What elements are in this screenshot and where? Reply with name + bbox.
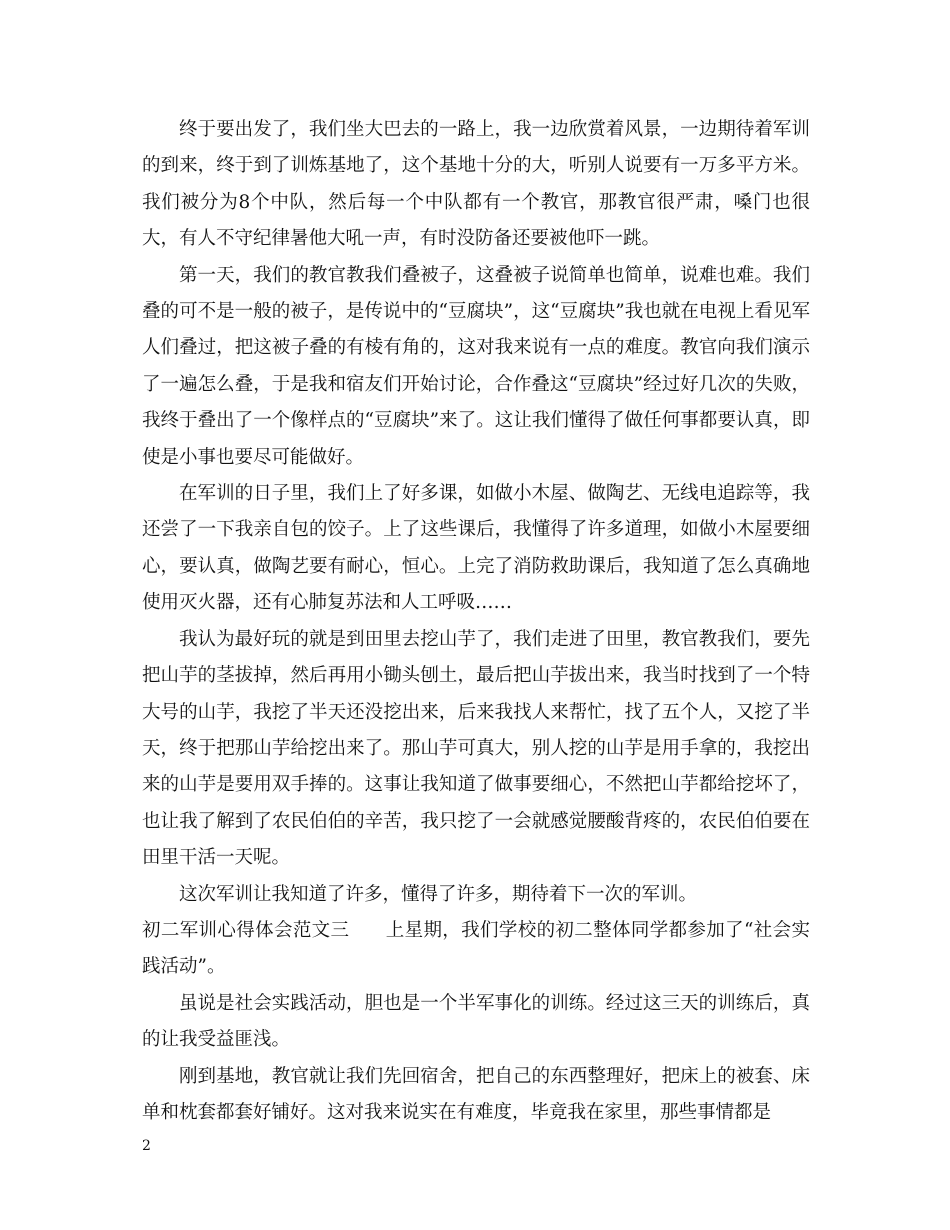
- paragraph-arrival: 刚到基地，教官就让我们先回宿舍，把自己的东西整理好，把床上的被套、床单和枕套都套好铺好。这对我来说实在有难度，毕竟我在家里，那些事情都是: [142, 1065, 810, 1123]
- paragraph-folding-quilt: 第一天，我们的教官教我们叠被子，这叠被子说简单也简单，说难也难。我们叠的可不是一般的被子，是传说中的“豆腐块”，这“豆腐块”我也就在电视上看见军人们叠过，把这被子叠的有棱有角的，这对我来说有一点的难度。教官向我们演示了一遍怎么叠，于是我和宿友们开始讨论，合作叠这“豆腐块”经过好几次的失败，我终于叠出了一个像样点的“豆腐块”来了。这让我们懂得了做任何事都要认真，即使是小事也要尽可能做好。: [142, 264, 810, 468]
- document-body: [142, 112, 810, 1131]
- paragraph-digging-taro: 我认为最好玩的就是到田里去挖山芋了，我们走进了田里，教官教我们，要先把山芋的茎拔掉，然后再用小锄头刨土，最后把山芋拔出来，我当时找到了一个特大号的山芋，我挖了半天还没挖出来，后来我找人来帮忙，找了五个人，又挖了半天，终于把那山芋给挖出来了。那山芋可真大，别人挖的山芋是用手拿的，我挖出来的山芋是要用双手捧的。这事让我知道了做事要细心，不然把山芋都给挖坏了，也让我了解到了农民伯伯的辛苦，我只挖了一会就感觉腰酸背疼的，农民伯伯要在田里干活一天呢。: [142, 628, 810, 869]
- paragraph-conclusion: 这次军训让我知道了许多，懂得了许多，期待着下一次的军训。: [179, 883, 698, 905]
- paragraph-courses: 在军训的日子里，我们上了好多课，如做小木屋、做陶艺、无线电追踪等，我还尝了一下我亲自包的饺子。上了这些课后，我懂得了许多道理，如做小木屋要细心，要认真，做陶艺要有耐心，恒心。上完了消防救助课后，我知道了怎么真确地使用灭火器，还有心肺复苏法和人工呼吸……: [142, 483, 810, 614]
- paragraph-benefit: 虽说是社会实践活动，胆也是一个半军事化的训练。经过这三天的训练后，真的让我受益匪浅。: [142, 992, 810, 1051]
- page-number: 2: [142, 1138, 151, 1154]
- section-heading-line: [142, 913, 810, 986]
- paragraph-departure: 终于要出发了，我们坐大巴去的一路上，我一边欣赏着风景，一边期待着军训的到来，终于到了训炼基地了，这个基地十分的大，听别人说要有一万多平方米。我们被分为8个中队，然后每一个中队都有一个教官，那教官很严肃，嗓门也很大，有人不守纪律暑他大吼一声，有时没防备还要被他吓一跳。: [142, 119, 810, 250]
- section-title: 初二军训心得体会范文三: [142, 919, 350, 941]
- section-intro-text: 上星期，我们学校的初二整体同学都参加了“社会实践活动”。: [142, 919, 810, 978]
